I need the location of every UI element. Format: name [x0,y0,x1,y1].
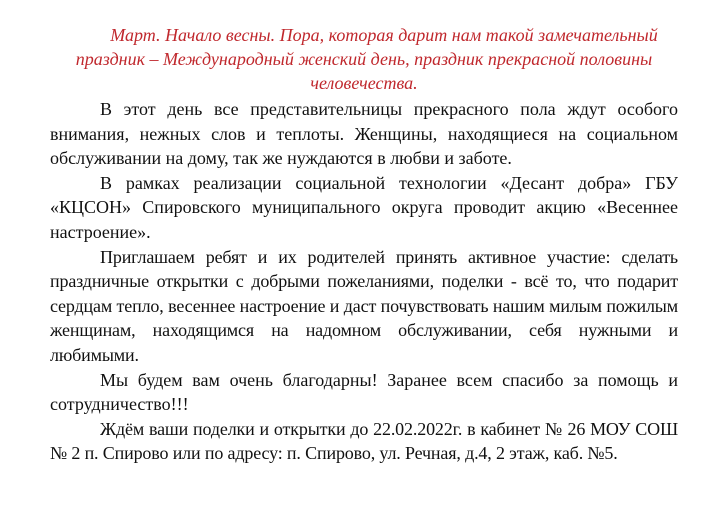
paragraph-thanks: Мы будем вам очень благодарны! Заранее всем спасибо за помощь и сотрудничество!!! [50,369,678,415]
paragraph-invitation: Приглашаем ребят и их родителей принять активное участие: сделать праздничные открытки с добрыми пожеланиями, поделки - всё то, что подарит сердцам тепло, весеннее настроение и даст почувствовать нашим милым пожилым женщинам, находящимся на надомном обслуживании, себя нужными и любимыми. [50,246,678,365]
intro-paragraph [50,23,678,95]
paragraph-womens-day: В этот день все представительницы прекрасного пола ждут особого внимания, нежных слов и теплоты. Женщины, находящиеся на социальном обслуживании на дому, так же нуждаются в любви и заботе. [50,99,678,169]
document-body [50,23,678,466]
paragraph-campaign: В рамках реализации социальной технологии «Десант добра» ГБУ «КЦСОН» Спировского муниципального округа проводит акцию «Весеннее настроение». [50,172,678,242]
intro-text: Март. Начало весны. Пора, которая дарит нам такой замечательный праздник – Международный женский день, праздник прекрасной половины человечества. [75,25,658,93]
paragraph-deadline: Ждём ваши поделки и открытки до 22.02.2022г. в кабинет № 26 МОУ СОШ № 2 п. Спирово или по адресу: п. Спирово, ул. Речная, д.4, 2 этаж, каб. №5. [50,418,678,464]
